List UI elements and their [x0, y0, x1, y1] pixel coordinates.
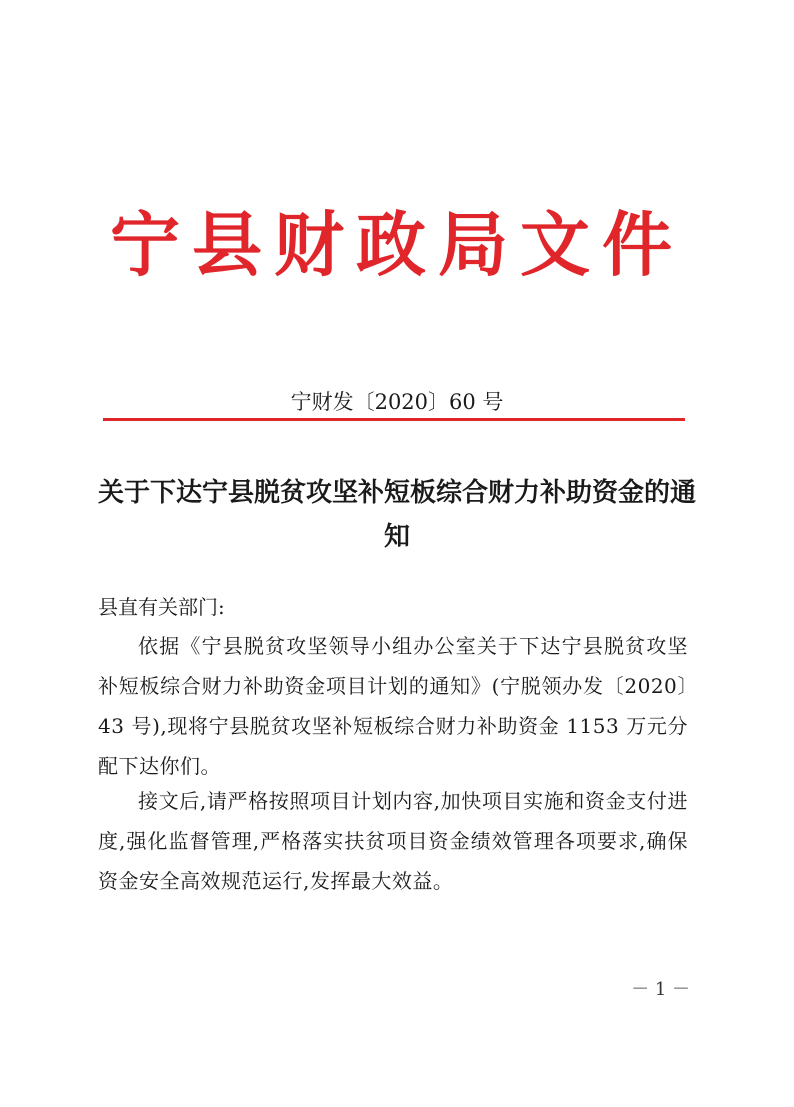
- red-divider-line: [103, 418, 685, 421]
- notice-title: 关于下达宁县脱贫攻坚补短板综合财力补助资金的通知: [97, 478, 696, 552]
- body-paragraph: 接文后,请严格按照项目计划内容,加快项目实施和资金支付进度,强化监督管理,严格落实扶贫项目资金绩效管理各项要求,确保资金安全高效规范运行,发挥最大效益。: [98, 789, 688, 893]
- document-masthead: 宁县财政局文件: [110, 204, 684, 286]
- page-number: － 1 －: [631, 979, 690, 1000]
- document-number: 宁财发〔2020〕60 号: [290, 390, 504, 414]
- salutation: 县直有关部门:: [98, 595, 225, 619]
- body-paragraph: 依据《宁县脱贫攻坚领导小组办公室关于下达宁县脱贫攻坚补短板综合财力补助资金项目计划的通知》(宁脱领办发〔2020〕43 号),现将宁县脱贫攻坚补短板综合财力补助资金 1153 万元分配下达你们。: [98, 634, 688, 778]
